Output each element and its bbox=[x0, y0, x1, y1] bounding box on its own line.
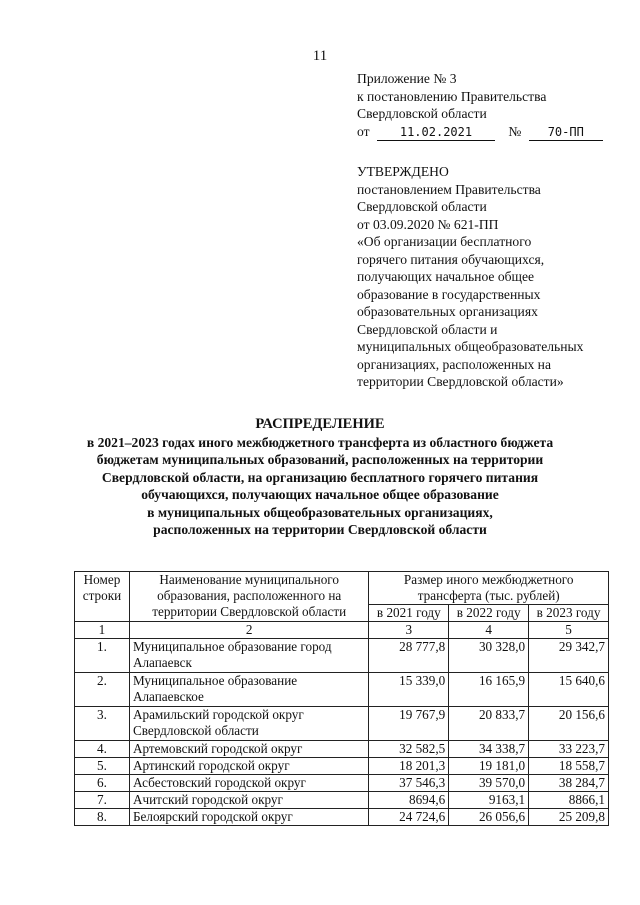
heading-line: бюджетам муниципальных образований, расположенных на территории bbox=[96, 452, 544, 467]
amount-2023: 18 558,7 bbox=[529, 758, 609, 775]
amount-2022: 19 181,0 bbox=[449, 758, 529, 775]
table-row bbox=[75, 673, 609, 707]
appendix-line: Свердловской области bbox=[357, 106, 487, 121]
column-numbers-row bbox=[75, 622, 609, 639]
appendix-line: Приложение № 3 bbox=[357, 71, 457, 86]
row-number: 3. bbox=[75, 707, 130, 741]
header-row-number: Номер строки bbox=[75, 572, 130, 622]
header-year-2021: в 2021 году bbox=[369, 605, 449, 622]
column-number: 2 bbox=[129, 622, 368, 639]
amount-2021: 19 767,9 bbox=[369, 707, 449, 741]
resolution-number: 70-ПП bbox=[529, 125, 603, 141]
municipality-name: Асбестовский городской округ bbox=[129, 775, 368, 792]
heading-line: расположенных на территории Свердловской области bbox=[153, 522, 487, 537]
appendix-block bbox=[357, 70, 627, 141]
heading-title: РАСПРЕДЕЛЕНИЕ bbox=[255, 416, 385, 432]
amount-2021: 15 339,0 bbox=[369, 673, 449, 707]
approved-line: получающих начальное общее bbox=[357, 269, 535, 284]
resolution-date: 11.02.2021 bbox=[377, 125, 495, 141]
amount-2022: 39 570,0 bbox=[449, 775, 529, 792]
column-number: 1 bbox=[75, 622, 130, 639]
approved-line: постановлением Правительства bbox=[357, 181, 541, 197]
header-year-2022: в 2022 году bbox=[449, 605, 529, 622]
heading-line: в муниципальных общеобразовательных организациях, bbox=[147, 504, 493, 520]
table-row bbox=[75, 758, 609, 775]
row-number: 1. bbox=[75, 639, 130, 673]
amount-2021: 18 201,3 bbox=[369, 758, 449, 775]
appendix-date-line bbox=[357, 123, 627, 141]
amount-2021: 8694,6 bbox=[369, 792, 449, 809]
number-prefix: № bbox=[508, 123, 522, 139]
column-number: 4 bbox=[449, 622, 529, 639]
header-amount: Размер иного межбюджетного трансферта (тыс. рублей) bbox=[369, 572, 609, 605]
amount-2022: 30 328,0 bbox=[449, 639, 529, 673]
header-name: Наименование муниципального образования, расположенного на территории Свердловской области bbox=[129, 572, 368, 622]
approved-line: Свердловской области и bbox=[357, 321, 498, 337]
amount-2022: 26 056,6 bbox=[449, 809, 529, 826]
row-number: 6. bbox=[75, 775, 130, 792]
approved-line: Свердловской области bbox=[357, 199, 487, 214]
municipality-name: Артемовский городской округ bbox=[129, 741, 368, 758]
table-row bbox=[75, 792, 609, 809]
table-row bbox=[75, 707, 609, 741]
table-row bbox=[75, 775, 609, 792]
municipality-name: Белоярский городской округ bbox=[129, 809, 368, 826]
amount-2023: 38 284,7 bbox=[529, 775, 609, 792]
amount-2021: 24 724,6 bbox=[369, 809, 449, 826]
row-number: 4. bbox=[75, 741, 130, 758]
row-number: 2. bbox=[75, 673, 130, 707]
distribution-table bbox=[74, 571, 609, 826]
row-number: 8. bbox=[75, 809, 130, 826]
page-number: 11 bbox=[312, 48, 328, 64]
table-row bbox=[75, 809, 609, 826]
amount-2022: 20 833,7 bbox=[449, 707, 529, 741]
approved-line: образовательных организациях bbox=[357, 304, 538, 319]
column-number: 5 bbox=[529, 622, 609, 639]
amount-2022: 9163,1 bbox=[449, 792, 529, 809]
amount-2021: 28 777,8 bbox=[369, 639, 449, 673]
amount-2023: 29 342,7 bbox=[529, 639, 609, 673]
heading-line: Свердловской области, на организацию бесплатного горячего питания bbox=[101, 469, 539, 485]
approved-line: муниципальных общеобразовательных bbox=[357, 339, 584, 354]
amount-2022: 34 338,7 bbox=[449, 741, 529, 758]
table-row bbox=[75, 639, 609, 673]
header-year-2023: в 2023 году bbox=[529, 605, 609, 622]
heading-line: обучающихся, получающих начальное общее образование bbox=[141, 487, 499, 502]
row-number: 5. bbox=[75, 758, 130, 775]
date-prefix: от bbox=[357, 123, 370, 139]
municipality-name: Муниципальное образование город Алапаевск bbox=[129, 639, 368, 673]
column-number: 3 bbox=[369, 622, 449, 639]
amount-2022: 16 165,9 bbox=[449, 673, 529, 707]
amount-2023: 15 640,6 bbox=[529, 673, 609, 707]
approved-line: горячего питания обучающихся, bbox=[357, 251, 545, 267]
amount-2023: 8866,1 bbox=[529, 792, 609, 809]
appendix-line: к постановлению Правительства bbox=[357, 88, 547, 104]
amount-2021: 37 546,3 bbox=[369, 775, 449, 792]
municipality-name: Арамильский городской округ Свердловской области bbox=[129, 707, 368, 741]
table-row bbox=[75, 741, 609, 758]
approved-line: «Об организации бесплатного bbox=[357, 234, 532, 249]
amount-2023: 20 156,6 bbox=[529, 707, 609, 741]
heading-line: в 2021–2023 годах иного межбюджетного трансферта из областного бюджета bbox=[86, 434, 554, 450]
amount-2021: 32 582,5 bbox=[369, 741, 449, 758]
approved-line: образование в государственных bbox=[357, 286, 541, 302]
approved-block bbox=[357, 163, 627, 391]
approved-title: УТВЕРЖДЕНО bbox=[357, 164, 449, 179]
row-number: 7. bbox=[75, 792, 130, 809]
amount-2023: 33 223,7 bbox=[529, 741, 609, 758]
municipality-name: Артинский городской округ bbox=[129, 758, 368, 775]
approved-line: от 03.09.2020 № 621-ПП bbox=[357, 216, 499, 232]
approved-line: территории Свердловской области» bbox=[357, 374, 564, 389]
amount-2023: 25 209,8 bbox=[529, 809, 609, 826]
document-heading bbox=[30, 416, 610, 539]
approved-line: организациях, расположенных на bbox=[357, 356, 551, 372]
municipality-name: Ачитский городской округ bbox=[129, 792, 368, 809]
municipality-name: Муниципальное образование Алапаевское bbox=[129, 673, 368, 707]
